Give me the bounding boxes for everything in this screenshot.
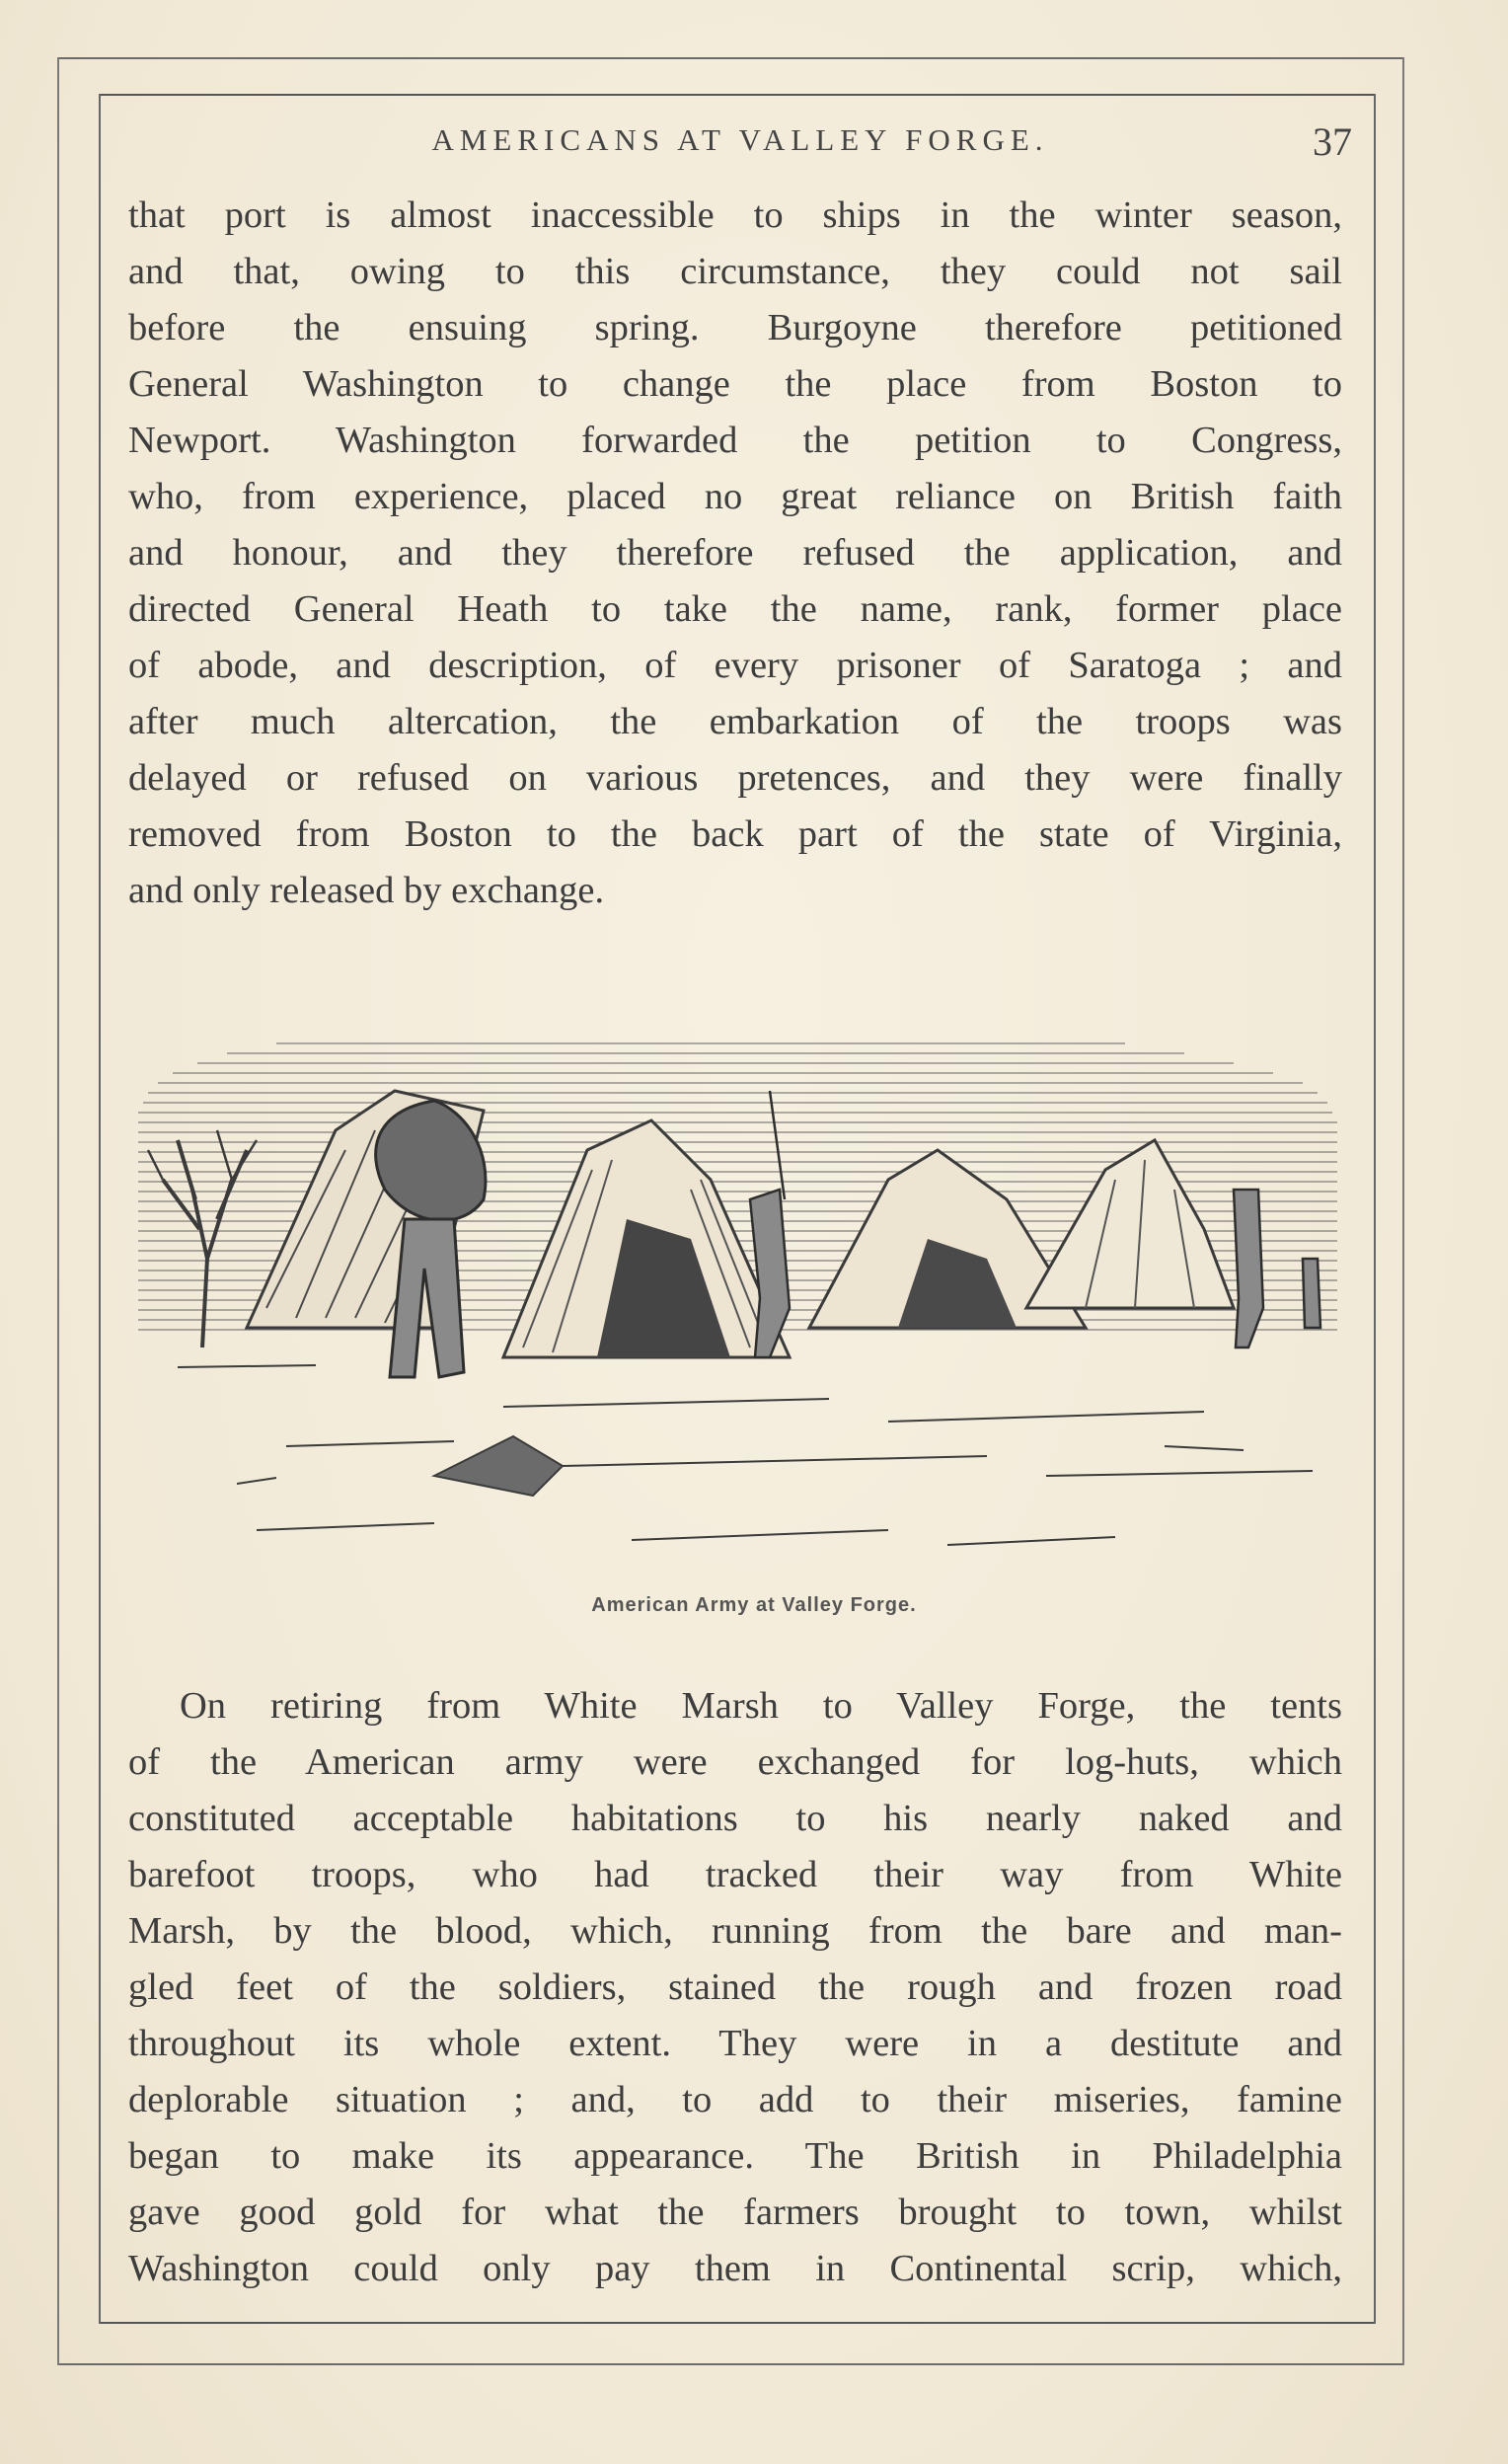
inner-frame-bottom-rule <box>99 2322 1376 2324</box>
text-line: directed General Heath to take the name, rank, former place <box>128 588 1342 630</box>
text-line: On retiring from White Marsh to Valley Forge, the tents <box>180 1685 1342 1727</box>
text-line: barefoot troops, who had tracked their way from White <box>128 1854 1342 1895</box>
text-line: removed from Boston to the back part of the state of Virginia, <box>128 813 1342 855</box>
paragraph-1 <box>128 188 1342 919</box>
text-line: constituted acceptable habitations to his nearly naked and <box>128 1798 1342 1839</box>
text-line: and that, owing to this circumstance, they could not sail <box>128 251 1342 292</box>
figure-caption: American Army at Valley Forge. <box>591 1594 917 1616</box>
text-line: and honour, and they therefore refused the application, and <box>128 532 1342 574</box>
outer-frame-top-rule <box>57 57 1404 59</box>
outer-frame-bottom-rule <box>57 2363 1404 2365</box>
inner-frame-left-rule <box>99 94 101 2324</box>
text-line: throughout its whole extent. They were in a destitute and <box>128 2023 1342 2064</box>
text-line: gave good gold for what the farmers brought to town, whilst <box>128 2192 1342 2233</box>
text-line: that port is almost inaccessible to ships in the winter season, <box>128 194 1342 236</box>
text-line: after much altercation, the embarkation of the troops was <box>128 701 1342 742</box>
snowy-ground-strokes <box>178 1365 1313 1545</box>
valley-forge-engraving <box>138 1032 1337 1575</box>
tent-center <box>503 1120 790 1357</box>
text-line: Marsh, by the blood, which, running from the bare and man- <box>128 1910 1342 1952</box>
outer-frame-right-rule <box>1402 57 1404 2365</box>
text-line: who, from experience, placed no great reliance on British faith <box>128 476 1342 517</box>
text-line: and only released by exchange. <box>128 870 605 911</box>
outer-frame-left-rule <box>57 57 59 2365</box>
text-line: before the ensuing spring. Burgoyne therefore petitioned <box>128 307 1342 348</box>
text-line: Newport. Washington forwarded the petition to Congress, <box>128 420 1342 461</box>
inner-frame-right-rule <box>1374 94 1376 2324</box>
text-line: gled feet of the soldiers, stained the rough and frozen road <box>128 1966 1342 2008</box>
paragraph-2 <box>128 1678 1342 2297</box>
running-head-title: AMERICANS AT VALLEY FORGE. <box>431 122 1049 157</box>
text-line: of abode, and description, of every prisoner of Saratoga ; and <box>128 645 1342 686</box>
inner-frame-top-rule <box>99 94 1376 96</box>
text-line: of the American army were exchanged for log-huts, which <box>128 1741 1342 1783</box>
text-line: began to make its appearance. The British in Philadelphia <box>128 2135 1342 2177</box>
text-line: Washington could only pay them in Continental scrip, which, <box>128 2248 1342 2289</box>
running-head <box>128 118 1352 168</box>
page-number: 37 <box>1313 119 1352 164</box>
text-line: General Washington to change the place from Boston to <box>128 363 1342 405</box>
text-line: delayed or refused on various pretences, and they were finally <box>128 757 1342 799</box>
text-line: deplorable situation ; and, to add to their miseries, famine <box>128 2079 1342 2120</box>
tent-far-right <box>1026 1140 1234 1308</box>
bare-tree <box>148 1130 257 1348</box>
